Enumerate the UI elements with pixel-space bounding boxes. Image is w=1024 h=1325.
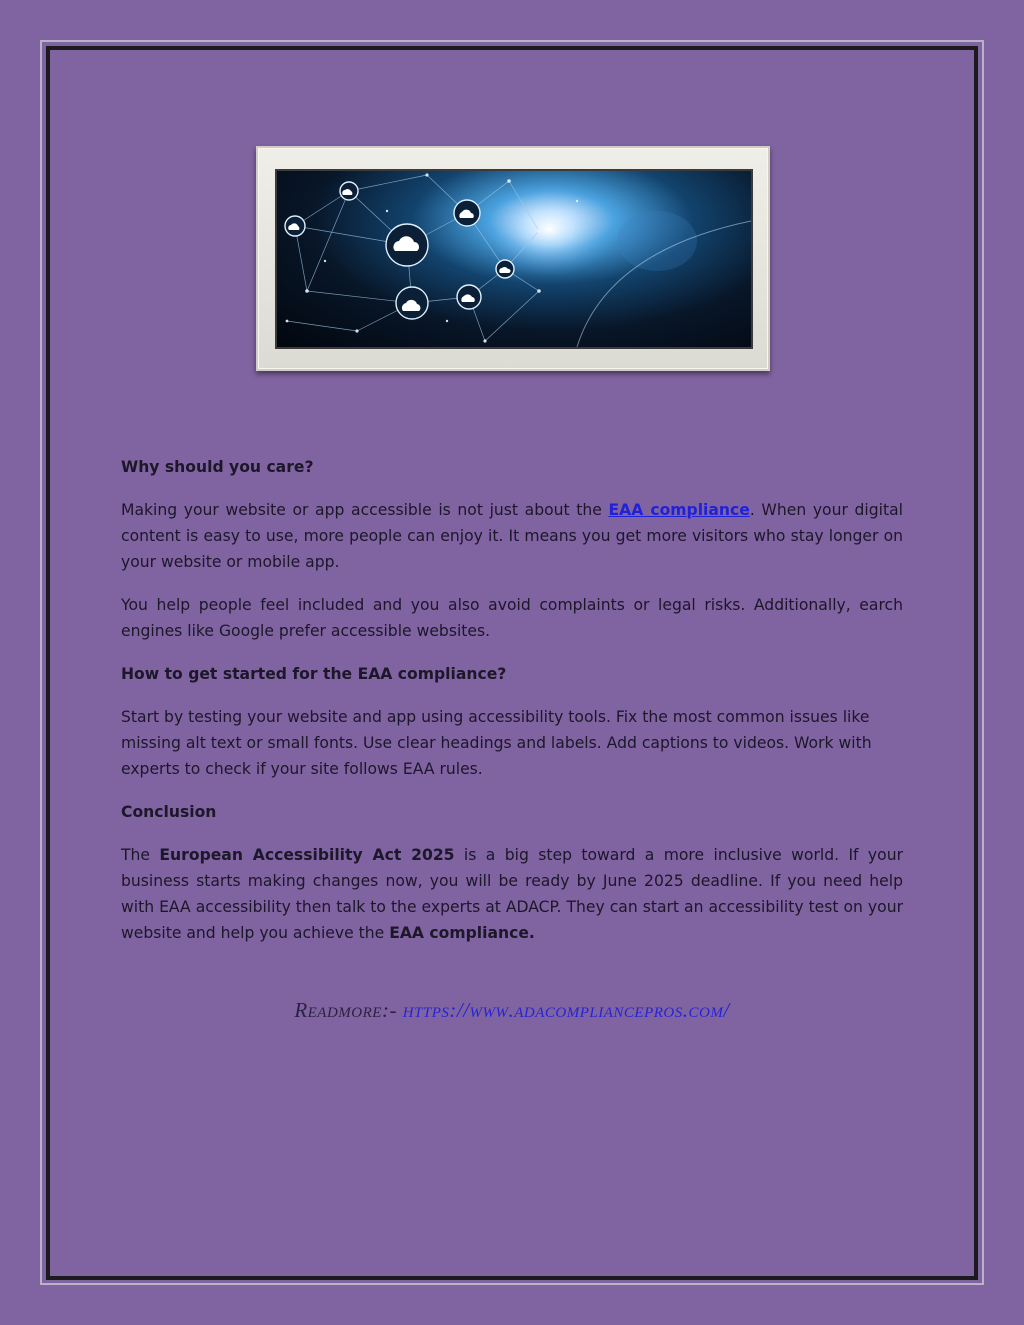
readmore-label: Readmore:-	[294, 998, 403, 1022]
paragraph-conclusion-text-b: is a big step toward a more inclusive world. If your business starts making changes now, you will be ready by June 2025 deadline. If you need help with EAA accessibility then talk to the experts at ADACP. They can start an accessibility test on your website and help you achieve the	[121, 846, 903, 942]
eaa-compliance-bold: EAA compliance.	[389, 924, 535, 942]
section-heading-conclusion: Conclusion	[121, 803, 217, 821]
paragraph-start: Start by testing your website and app using accessibility tools. Fix the most common issues like missing alt text or small fonts. Use clear headings and labels. Add captions to videos. Work with experts to check if your site follows EAA rules.	[121, 708, 872, 778]
paragraph-why-2: You help people feel included and you also avoid complaints or legal risks. Additionally, earch engines like Google prefer accessible websites.	[121, 596, 903, 640]
section-heading-why: Why should you care?	[121, 458, 314, 476]
article-body	[121, 454, 903, 963]
network-graphic	[277, 171, 751, 347]
paragraph-why-1	[121, 497, 903, 575]
paragraph-why-1-text-b: . When your digital content is easy to use, more people can enjoy it. It means you get more visitors who stay longer on your website or mobile app.	[121, 501, 903, 571]
european-accessibility-act-bold: European Accessibility Act 2025	[159, 846, 455, 864]
image-frame	[256, 146, 770, 371]
paragraph-conclusion-text-a: The	[121, 846, 160, 864]
readmore-url-link[interactable]: https://www.adacompliancepros.com/	[402, 998, 730, 1022]
readmore-line	[0, 998, 1024, 1023]
cloud-network-globe-image	[275, 169, 753, 349]
section-heading-start: How to get started for the EAA compliance?	[121, 665, 507, 683]
eaa-compliance-link[interactable]: EAA compliance	[608, 501, 750, 519]
paragraph-why-1-text-a: Making your website or app accessible is not just about the	[121, 501, 609, 519]
paragraph-conclusion	[121, 842, 903, 946]
